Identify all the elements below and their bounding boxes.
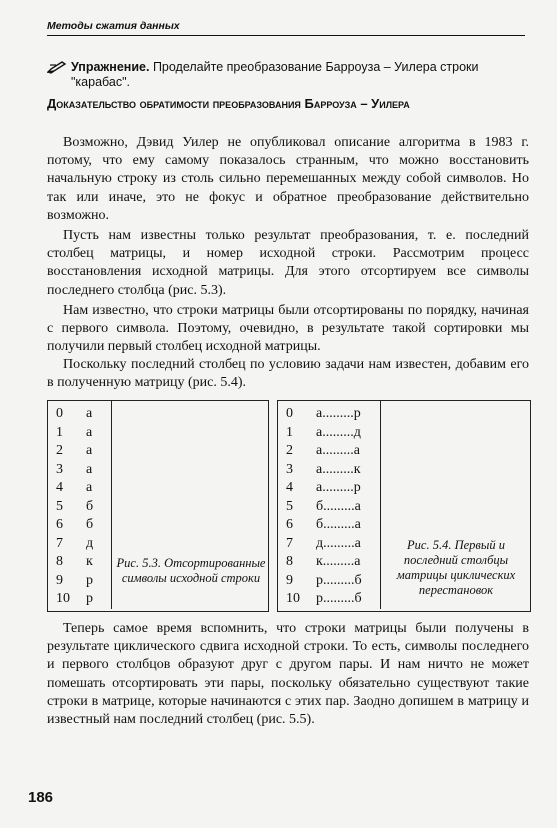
row-index: 1 [56, 424, 63, 440]
row-symbols: р.........б [316, 572, 362, 588]
row-index: 10 [56, 591, 70, 606]
row-symbols: а [86, 406, 93, 421]
row-index: 8 [286, 554, 293, 569]
row-index: 4 [286, 480, 293, 495]
row-symbols: а [86, 480, 93, 495]
row-index: 5 [286, 498, 293, 514]
row-symbols: а.........д [316, 424, 361, 440]
row-index: 9 [286, 572, 293, 588]
figure-caption: Рис. 5.3. Отсортированные символы исходной строки [116, 556, 266, 585]
row-index: 8 [56, 554, 63, 569]
paragraph: Поскольку последний столбец по условию задачи нам известен, добавим его в полученную матрицу (рис. 5.4). [47, 357, 529, 391]
row-index: 7 [56, 535, 63, 551]
paragraph: Пусть нам известны только результат преобразования, т. е. последний столбец матрицы, и номер исходной строки. Рассмотрим процесс восстановления исходной матрицы. Для этого отсортируем все символы последнего столбца (рис. 5.3). [47, 228, 529, 298]
row-index: 3 [56, 461, 63, 477]
row-index: 7 [286, 535, 293, 551]
row-symbols: б [86, 498, 94, 514]
row-index: 0 [286, 406, 293, 421]
section-title: Доказательство обратимости преобразования Барроуза – Уилера [47, 96, 410, 111]
row-index: 6 [56, 517, 63, 532]
row-symbols: д [86, 535, 94, 551]
exercise-block [47, 60, 529, 90]
row-symbols: б [86, 517, 94, 532]
row-index: 10 [286, 591, 300, 606]
row-index: 2 [286, 443, 293, 458]
row-index: 6 [286, 517, 293, 532]
row-symbols: а.........р [316, 406, 361, 421]
row-index: 2 [56, 443, 63, 458]
row-symbols: р.........б [316, 591, 362, 606]
page-number: 186 [28, 789, 54, 806]
row-symbols: а.........к [316, 461, 361, 477]
exercise-label: Упражнение. [71, 60, 150, 74]
row-index: 1 [286, 424, 293, 440]
sorted-column-box [48, 401, 112, 609]
row-index: 9 [56, 572, 63, 588]
row-symbols: р [86, 572, 93, 588]
figure-caption: Рис. 5.4. Первый и последний столбцы матрицы циклических перестановок [396, 538, 516, 597]
figure-5-4 [277, 400, 531, 612]
running-header [47, 20, 525, 36]
row-symbols: а [86, 443, 93, 458]
running-header-title: Методы сжатия данных [47, 20, 180, 32]
row-symbols: к.........а [316, 554, 361, 569]
paragraph: Нам известно, что строки матрицы были отсортированы по порядку, начиная с первого символа. Поэтому, очевидно, в результате такой сортировки мы получили первый столбец исходной матрицы. [47, 303, 529, 355]
paragraph: Возможно, Дэвид Уилер не опубликовал описание алгоритма в 1983 г. потому, что ему самому показалось странным, что можно восстановить начальную строку из столь сильно перемешанных между собой символов. Но так или иначе, это не фокус и обратное преобразование действительно возможно. [47, 135, 529, 223]
row-index: 0 [56, 406, 63, 421]
row-symbols: д.........а [316, 535, 361, 551]
row-symbols: р [86, 591, 93, 606]
row-symbols: а [86, 424, 93, 440]
first-last-column-box [278, 401, 381, 609]
row-index: 3 [286, 461, 293, 477]
paragraph: Теперь самое время вспомнить, что строки матрицы были получены в результате циклического сдвига исходной строки. То есть, символы последнего и первого столбцов образуют друг с другом пары. И нам ничто не может помешать отсортировать эти пары, поскольку обязательно существуют такие строки в матрице, которые начинаются с этих пар. Заодно допишем в матрицу и известный нам последний столбец (рис. 5.5). [47, 621, 529, 728]
row-index: 5 [56, 498, 63, 514]
row-symbols: б.........а [316, 517, 361, 532]
pencil-icon [47, 60, 67, 74]
row-symbols: а [86, 461, 93, 477]
exercise-text: Проделайте преобразование Барроуза – Уилера строки "карабас". [71, 60, 479, 89]
row-symbols: а.........а [316, 443, 360, 458]
row-symbols: а.........р [316, 480, 361, 495]
row-index: 4 [56, 480, 63, 495]
row-symbols: к [86, 554, 93, 569]
figure-5-3 [47, 400, 269, 612]
row-symbols: б.........а [316, 498, 361, 514]
